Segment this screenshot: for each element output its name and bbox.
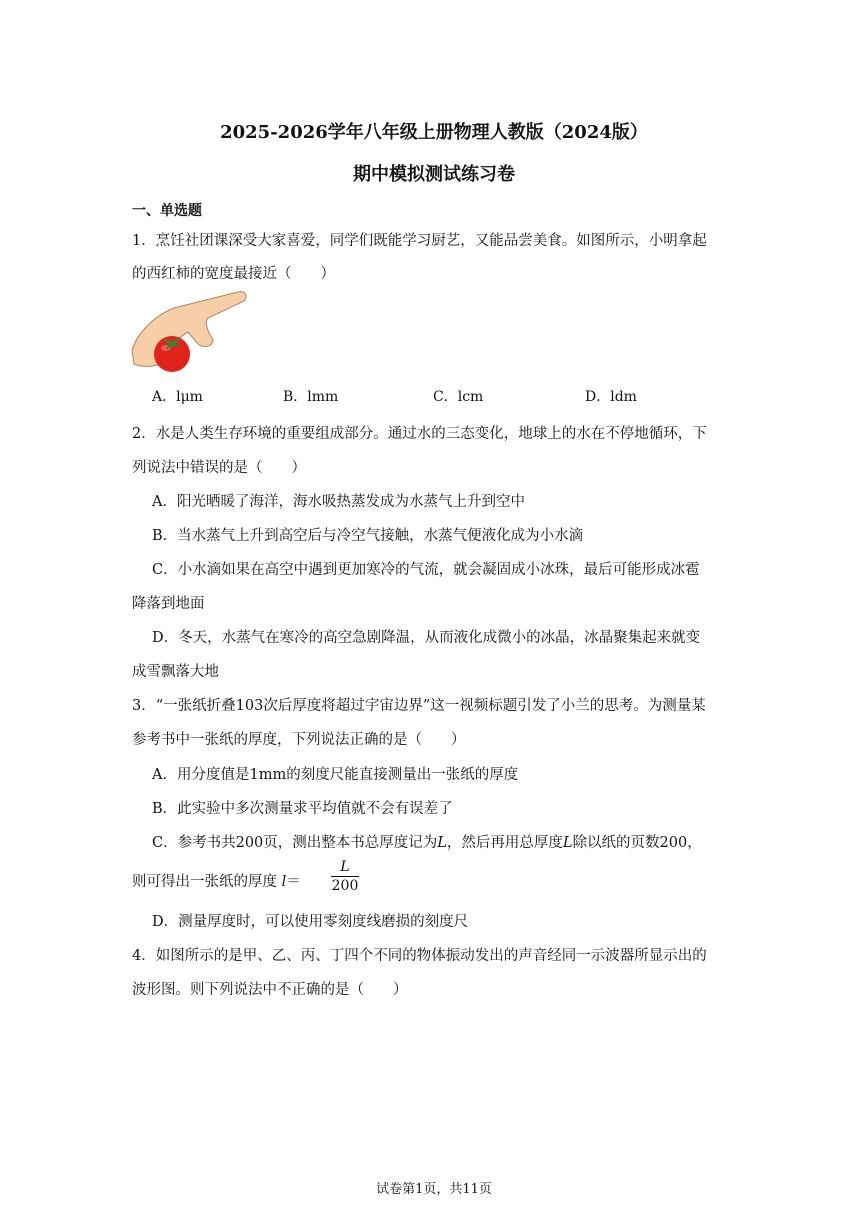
variable-L-2: L <box>562 835 573 851</box>
q3-option-c-text-c: 除以纸的页数200， <box>572 835 702 851</box>
q2-option-d-line1: D．冬天，水蒸气在寒冷的高空急剧降温，从而液化成微小的冰晶，冰晶聚集起来就变 <box>152 630 701 646</box>
fraction-L-over-200 <box>331 859 359 894</box>
q1-stem-line1: 1．烹饪社团课深受大家喜爱，同学们既能学习厨艺，又能品尝美食。如图所示，小明拿起 <box>132 233 707 249</box>
q2-option-d-line2: 成雪飘落大地 <box>132 664 219 680</box>
fraction-numerator: L <box>340 859 350 875</box>
variable-l: l <box>281 874 287 890</box>
q3-option-a: A．用分度值是1mm的刻度尺能直接测量出一张纸的厚度 <box>152 767 519 783</box>
fraction-denominator: 200 <box>331 878 359 894</box>
section-heading-single-choice: 一、单选题 <box>132 203 202 219</box>
q1-option-d: D．ldm <box>585 389 637 405</box>
q3-option-c-text-a: C．参考书共200页，测出整本书总厚度记为 <box>152 835 438 851</box>
q2-stem-line1: 2．水是人类生存环境的重要组成部分。通过水的三态变化，地球上的水在不停地循环，下 <box>132 426 707 442</box>
q1-stem-line2: 的西红柿的宽度最接近（ ） <box>132 266 335 282</box>
q4-stem-line1: 4．如图所示的是甲、乙、丙、丁四个不同的物体振动发出的声音经同一示波器所显示出的 <box>132 948 707 964</box>
page-footer: 试卷第1页，共11页 <box>376 1182 492 1197</box>
q1-option-b: B．lmm <box>283 389 339 405</box>
q3-option-c-line2-text: 则可得出一张纸的厚度 <box>132 874 277 890</box>
q2-stem-line2: 列说法中错误的是（ ） <box>132 460 306 476</box>
exam-title-line2: 期中模拟测试练习卷 <box>353 164 515 185</box>
q3-option-d: D．测量厚度时，可以使用零刻度线磨损的刻度尺 <box>152 914 469 930</box>
q1-option-a: A．lμm <box>152 389 203 405</box>
q2-option-c-line1: C．小水滴如果在高空中遇到更加寒冷的气流，就会凝固成小冰珠，最后可能形成冰雹 <box>152 562 700 578</box>
tomato-icon <box>154 336 190 372</box>
exam-title-line1: 2025-2026学年八年级上册物理人教版（2024版） <box>220 122 648 143</box>
variable-L: L <box>437 835 447 851</box>
q3-option-c-text-b: ，然后再用总厚度 <box>446 835 563 851</box>
q3-option-b: B．此实验中多次测量求平均值就不会有误差了 <box>152 801 453 817</box>
q2-option-c-line2: 降落到地面 <box>132 596 205 612</box>
fraction-bar <box>331 876 359 877</box>
q2-option-a: A．阳光晒暖了海洋，海水吸热蒸发成为水蒸气上升到空中 <box>152 494 525 510</box>
q3-stem-line2: 参考书中一张纸的厚度，下列说法正确的是（ ） <box>132 732 466 748</box>
q3-option-c-line1 <box>152 831 702 852</box>
q3-option-c-line2 <box>132 870 301 891</box>
equals-sign: ＝ <box>286 874 301 890</box>
q4-stem-line2: 波形图。则下列说法中不正确的是（ ） <box>132 982 408 998</box>
q3-stem-line1: 3．“一张纸折叠103次后厚度将超过宇宙边界”这一视频标题引发了小兰的思考。为测量某 <box>132 698 706 714</box>
q2-option-b: B．当水蒸气上升到高空后与冷空气接触，水蒸气便液化成为小水滴 <box>152 528 584 544</box>
hand-tomato-figure <box>130 288 250 374</box>
q1-option-c: C．lcm <box>433 389 484 405</box>
